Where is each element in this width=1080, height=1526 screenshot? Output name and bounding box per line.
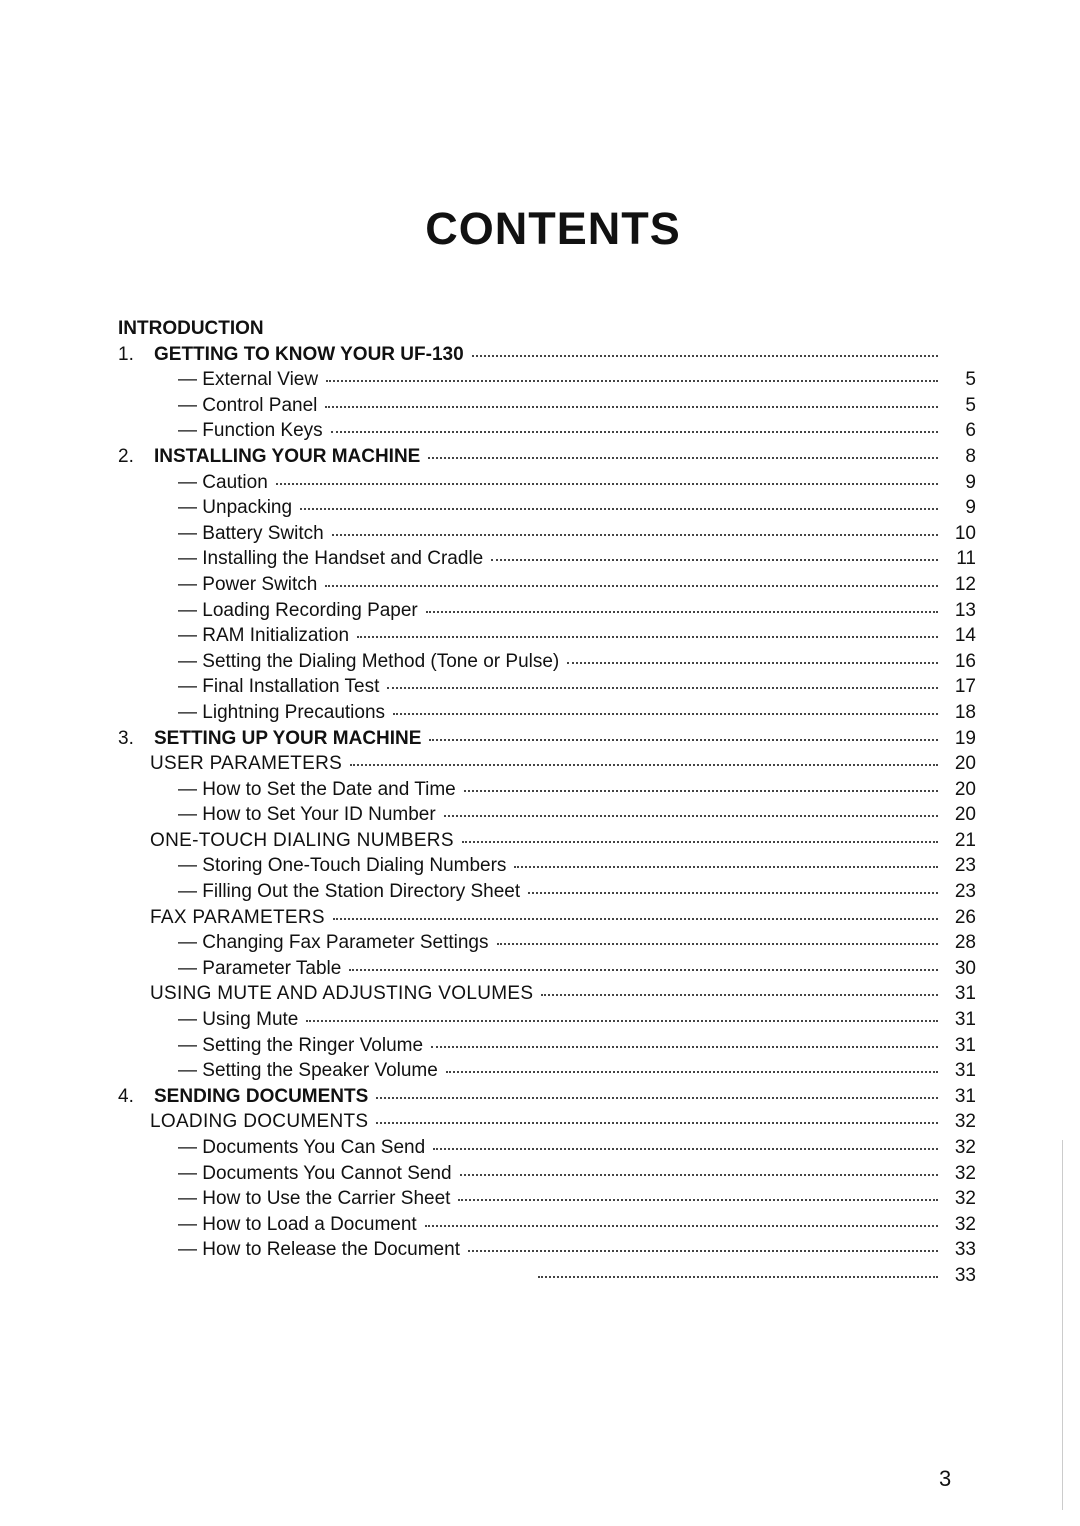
toc-entry-page: 9 [965, 497, 976, 519]
toc-entry [118, 1060, 976, 1086]
toc-entry [118, 1188, 976, 1214]
toc-entry [118, 344, 976, 370]
toc-entry-page: 33 [954, 1264, 976, 1286]
toc-entry-title: USER PARAMETERS [150, 753, 343, 775]
dot-leader [333, 917, 938, 920]
toc-entry-title: ONE-TOUCH DIALING NUMBERS [150, 829, 454, 851]
toc-entry [118, 574, 976, 600]
dot-leader [426, 610, 938, 613]
toc-entry [118, 932, 976, 958]
dot-leader [431, 1045, 938, 1048]
toc-entry-page: 23 [954, 881, 976, 903]
dot-leader [472, 354, 938, 357]
toc-entry-title: — Installing the Handset and Cradle [178, 548, 484, 570]
dot-leader [497, 942, 939, 945]
toc-entry-page: 5 [965, 394, 976, 416]
toc-entry-page: 14 [954, 625, 976, 647]
dot-leader [425, 1224, 938, 1227]
dot-leader [528, 891, 938, 894]
dot-leader [429, 738, 938, 741]
toc-entry-page: 21 [954, 829, 976, 851]
toc-entry-title: — External View [178, 369, 319, 391]
toc-entry [118, 881, 976, 907]
toc-entry-page: 8 [965, 445, 976, 467]
toc-entry-page: 6 [965, 420, 976, 442]
page-number: 3 [939, 1466, 952, 1491]
toc-entry-page: 26 [954, 906, 976, 928]
toc-entry-title: — How to Set Your ID Number [178, 804, 436, 826]
dot-leader [491, 558, 938, 561]
toc-entry-title: — Changing Fax Parameter Settings [178, 932, 489, 954]
toc-entry [118, 830, 976, 856]
toc-entry-title: — Battery Switch [178, 522, 324, 544]
toc-entry [118, 318, 976, 344]
toc-entry-number: 2. [118, 445, 134, 467]
toc-entry-title: — Documents You Can Send [178, 1137, 426, 1158]
toc-entry [118, 728, 976, 754]
toc-entry-title: — Setting the Ringer Volume [178, 1034, 424, 1056]
dot-leader [350, 763, 938, 766]
toc-entry-title: — Lightning Precautions [178, 701, 386, 723]
dot-leader [446, 1070, 938, 1073]
toc-entry [118, 472, 976, 498]
dot-leader [460, 1173, 938, 1176]
toc-entry-page: 31 [954, 983, 976, 1005]
dot-leader [357, 635, 938, 638]
toc-entry [118, 779, 976, 805]
toc-entry-title: SENDING DOCUMENTS [154, 1085, 369, 1107]
toc-entry-title: — Final Installation Test [178, 676, 380, 698]
toc-entry-title: SETTING UP YOUR MACHINE [154, 727, 422, 749]
toc-entry-number: 4. [118, 1085, 134, 1107]
toc-entry-page: 31 [954, 1009, 976, 1031]
toc-entry-title: — How to Set the Date and Time [178, 778, 456, 800]
toc-entry-title: — Setting the Speaker Volume [178, 1060, 438, 1082]
toc-entry-page: 32 [954, 1137, 976, 1158]
toc-entry-page: 13 [954, 599, 976, 621]
toc-entry-page: 33 [954, 1239, 976, 1261]
toc-entry-page: 10 [954, 522, 976, 544]
toc-entry [118, 651, 976, 677]
scan-edge-line [1062, 1140, 1063, 1510]
toc-entry-page: 32 [954, 1111, 976, 1133]
dot-leader [428, 456, 938, 459]
toc-entry-page: 31 [954, 1060, 976, 1082]
dot-leader [326, 379, 938, 382]
toc-entry [118, 958, 976, 984]
toc-entry [118, 983, 976, 1009]
toc-entry [118, 625, 976, 651]
dot-leader [541, 993, 938, 996]
toc-entry-page: 19 [954, 727, 976, 749]
toc-entry-page: 32 [954, 1162, 976, 1184]
toc-entry [118, 420, 976, 446]
toc-entry-page: 20 [954, 804, 976, 826]
toc-entry-title: INTRODUCTION [118, 318, 264, 339]
toc-entry-title: — Control Panel [178, 394, 318, 416]
toc-entry [118, 676, 976, 702]
toc-entry [118, 1214, 976, 1240]
toc-entry [118, 497, 976, 523]
toc-entry [118, 1239, 976, 1265]
toc-entry-page: 28 [954, 932, 976, 954]
toc-entry [118, 1009, 976, 1035]
toc-entry [118, 1111, 976, 1137]
toc-entry-page: 32 [954, 1213, 976, 1235]
toc-entry-page: 9 [965, 471, 976, 493]
toc-entry-title: LOADING DOCUMENTS [150, 1111, 369, 1133]
toc-entry-page: 30 [954, 957, 976, 979]
toc-entry-page: 20 [954, 778, 976, 800]
toc-entry [118, 1035, 976, 1061]
dot-leader [325, 405, 938, 408]
toc-entry-title: USING MUTE AND ADJUSTING VOLUMES [150, 983, 534, 1005]
dot-leader [349, 968, 938, 971]
toc-entry-page: 11 [956, 548, 976, 570]
toc-entry-title: GETTING TO KNOW YOUR UF-130 [154, 343, 464, 365]
toc-entry-title: — Filling Out the Station Directory Sheet [178, 881, 521, 903]
toc-entry-title: — How to Load a Document [178, 1213, 417, 1235]
toc-entry [118, 446, 976, 472]
dot-leader [444, 814, 938, 817]
toc-entry-title: — Storing One-Touch Dialing Numbers [178, 855, 507, 877]
toc-entry [118, 1163, 976, 1189]
toc-entry-number: 3. [118, 727, 134, 749]
toc-entry-title: — How to Use the Carrier Sheet [178, 1188, 451, 1210]
dot-leader [538, 1275, 938, 1278]
toc-entry-title: — Function Keys [178, 420, 323, 442]
toc-entry [118, 548, 976, 574]
page-title: CONTENTS [425, 203, 681, 254]
dot-leader [376, 1096, 938, 1099]
dot-leader [567, 661, 938, 664]
toc-entry-title: — Power Switch [178, 573, 318, 595]
dot-leader [325, 584, 938, 587]
toc-entry-title: — Using Mute [178, 1009, 299, 1031]
toc-entry-page: 5 [965, 369, 976, 391]
toc-entry-page: 18 [954, 701, 976, 723]
dot-leader [514, 865, 938, 868]
dot-leader [387, 686, 938, 689]
toc-entry-page: 31 [954, 1085, 976, 1107]
toc-entry-title: — Documents You Cannot Send [178, 1162, 452, 1184]
toc-entry-title: — Setting the Dialing Method (Tone or Pulse) [178, 650, 560, 672]
toc-entry [118, 753, 976, 779]
dot-leader [306, 1019, 938, 1022]
toc-entry-page: 16 [954, 650, 976, 672]
toc-entry [118, 855, 976, 881]
toc-entry-title: FAX PARAMETERS [150, 906, 325, 928]
toc-entry-page: 23 [954, 855, 976, 877]
toc-entry [118, 1137, 976, 1163]
dot-leader [433, 1147, 938, 1150]
dot-leader [332, 533, 938, 536]
toc-entry [118, 523, 976, 549]
toc-entry-title: — Parameter Table [178, 957, 342, 979]
toc-entry-title: INSTALLING YOUR MACHINE [154, 445, 421, 467]
toc-entry [118, 1265, 976, 1291]
toc-entry-page: 20 [954, 753, 976, 775]
toc-entry [118, 369, 976, 395]
toc-entry-number: 1. [118, 343, 134, 365]
dot-leader [300, 507, 938, 510]
toc-entry-title: — Loading Recording Paper [178, 599, 418, 621]
toc-entry [118, 600, 976, 626]
toc-entry-page: 17 [954, 676, 976, 698]
dot-leader [468, 1249, 938, 1252]
toc-entry [118, 395, 976, 421]
toc-entry-page: 31 [954, 1034, 976, 1056]
toc-entry-title: — How to Release the Document [178, 1239, 460, 1261]
toc-entry [118, 702, 976, 728]
dot-leader [331, 430, 938, 433]
dot-leader [276, 482, 938, 485]
toc-entry-title: — RAM Initialization [178, 625, 350, 647]
toc-entry [118, 907, 976, 933]
table-of-contents [118, 318, 976, 1291]
dot-leader [376, 1121, 938, 1124]
toc-entry-page: 12 [954, 573, 976, 595]
dot-leader [464, 789, 938, 792]
toc-entry [118, 1086, 976, 1112]
toc-entry [118, 804, 976, 830]
dot-leader [462, 840, 938, 843]
dot-leader [458, 1198, 938, 1201]
toc-entry-title: — Caution [178, 471, 268, 493]
toc-entry-page: 32 [954, 1188, 976, 1210]
dot-leader [393, 712, 938, 715]
toc-entry-title: — Unpacking [178, 497, 293, 519]
